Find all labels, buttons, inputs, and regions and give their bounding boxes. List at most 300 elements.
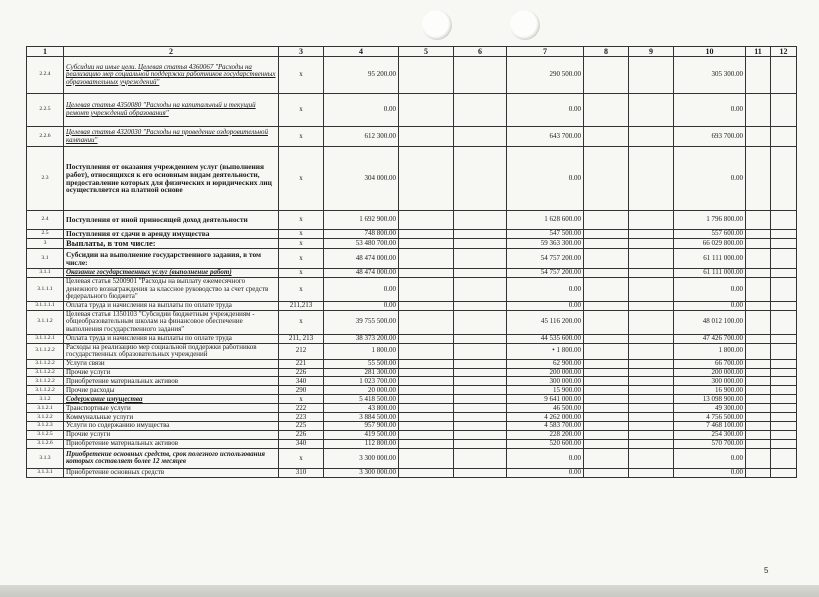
empty-cell <box>629 404 674 413</box>
empty-cell <box>771 359 797 368</box>
empty-cell <box>454 310 507 334</box>
empty-cell <box>629 413 674 422</box>
empty-cell <box>629 249 674 269</box>
empty-cell <box>399 211 454 230</box>
value-cell-col10: 49 300.00 <box>674 404 746 413</box>
row-description-cell: Поступления от оказания учреждением услуг (выполнения работ), относящихся к его основным видам деятельности, предоставление которых для физических и юридических лиц осуществляется на платной основе <box>64 147 279 211</box>
value-cell-col4: 3 884 500.00 <box>324 413 399 422</box>
table-row <box>27 334 797 343</box>
empty-cell <box>454 422 507 431</box>
empty-cell <box>771 368 797 377</box>
value-cell-col10: 570 700.00 <box>674 439 746 448</box>
value-cell-col4: 20 000.00 <box>324 386 399 395</box>
row-description-cell: Поступления от иной приносящей доход деятельности <box>64 211 279 230</box>
value-cell-col10: 557 600.00 <box>674 230 746 239</box>
value-cell-col4: 48 474 000.00 <box>324 249 399 269</box>
empty-cell <box>454 94 507 127</box>
empty-cell <box>771 413 797 422</box>
empty-cell <box>399 147 454 211</box>
value-cell-col7: 62 900.00 <box>507 359 584 368</box>
value-cell-col10: 300 000.00 <box>674 377 746 386</box>
row-kosgu-cell: 211,213 <box>279 301 324 310</box>
row-description-cell: Субсидии на выполнение государственного задания, в том числе: <box>64 249 279 269</box>
table-row <box>27 278 797 302</box>
empty-cell <box>584 448 629 468</box>
empty-cell <box>746 343 771 359</box>
table-row <box>27 439 797 448</box>
table-row <box>27 147 797 211</box>
empty-cell <box>771 57 797 94</box>
empty-cell <box>629 94 674 127</box>
empty-cell <box>771 386 797 395</box>
column-header: 5 <box>399 47 454 57</box>
value-cell-col4: 281 300.00 <box>324 368 399 377</box>
empty-cell <box>584 404 629 413</box>
row-code-cell: 2.2.6 <box>27 127 64 147</box>
empty-cell <box>771 430 797 439</box>
row-code-cell: 3.1.2.3 <box>27 422 64 431</box>
empty-cell <box>629 230 674 239</box>
empty-cell <box>584 94 629 127</box>
row-description-cell: Субсидии на иные цели. Целевая статья 4360067 "Расходы на реализацию мер социальной поддержки работников государственных образовательных учреждений" <box>64 57 279 94</box>
value-cell-col4: 0.00 <box>324 94 399 127</box>
value-cell-col4: 0.00 <box>324 278 399 302</box>
value-cell-col4: 612 300.00 <box>324 127 399 147</box>
column-header: 1 <box>27 47 64 57</box>
empty-cell <box>584 269 629 278</box>
table-row <box>27 413 797 422</box>
value-cell-col4: 5 418 500.00 <box>324 395 399 404</box>
table-row <box>27 343 797 359</box>
empty-cell <box>629 301 674 310</box>
empty-cell <box>584 430 629 439</box>
value-cell-col4: 112 800.00 <box>324 439 399 448</box>
empty-cell <box>629 430 674 439</box>
empty-cell <box>746 468 771 477</box>
row-code-cell: 3.1.1.1.1 <box>27 301 64 310</box>
empty-cell <box>629 422 674 431</box>
value-cell-col4: 3 300 000.00 <box>324 448 399 468</box>
empty-cell <box>771 422 797 431</box>
row-kosgu-cell: x <box>279 147 324 211</box>
empty-cell <box>771 448 797 468</box>
empty-cell <box>584 211 629 230</box>
empty-cell <box>584 278 629 302</box>
empty-cell <box>746 359 771 368</box>
row-kosgu-cell: x <box>279 249 324 269</box>
value-cell-col10: 0.00 <box>674 278 746 302</box>
empty-cell <box>746 147 771 211</box>
empty-cell <box>629 395 674 404</box>
value-cell-col10: 66 029 800.00 <box>674 239 746 249</box>
row-description-cell: Оказание государственных услуг (выполнение работ) <box>64 269 279 278</box>
row-description-cell: Оплата труда и начисления на выплаты по оплате труда <box>64 334 279 343</box>
empty-cell <box>746 230 771 239</box>
empty-cell <box>399 422 454 431</box>
empty-cell <box>399 230 454 239</box>
empty-cell <box>771 230 797 239</box>
table-row <box>27 249 797 269</box>
value-cell-col10: 0.00 <box>674 301 746 310</box>
empty-cell <box>584 343 629 359</box>
value-cell-col4: 1 692 900.00 <box>324 211 399 230</box>
empty-cell <box>454 239 507 249</box>
column-header: 10 <box>674 47 746 57</box>
row-kosgu-cell: x <box>279 127 324 147</box>
table-row <box>27 269 797 278</box>
table-row <box>27 395 797 404</box>
empty-cell <box>746 386 771 395</box>
column-header: 12 <box>771 47 797 57</box>
empty-cell <box>584 368 629 377</box>
column-header: 2 <box>64 47 279 57</box>
empty-cell <box>629 147 674 211</box>
row-kosgu-cell: 212 <box>279 343 324 359</box>
row-kosgu-cell: x <box>279 57 324 94</box>
row-description-cell: Коммунальные услуги <box>64 413 279 422</box>
row-description-cell: Прочие услуги <box>64 430 279 439</box>
empty-cell <box>629 343 674 359</box>
empty-cell <box>584 147 629 211</box>
empty-cell <box>399 448 454 468</box>
value-cell-col7: 46 500.00 <box>507 404 584 413</box>
empty-cell <box>584 422 629 431</box>
empty-cell <box>771 278 797 302</box>
value-cell-col7: 44 535 600.00 <box>507 334 584 343</box>
row-kosgu-cell: 340 <box>279 439 324 448</box>
empty-cell <box>629 269 674 278</box>
row-description-cell: Услуги по содержанию имущества <box>64 422 279 431</box>
row-description-cell: Прочие услуги <box>64 368 279 377</box>
row-code-cell: 3.1.2.6 <box>27 439 64 448</box>
empty-cell <box>629 468 674 477</box>
empty-cell <box>399 278 454 302</box>
empty-cell <box>399 94 454 127</box>
column-header: 4 <box>324 47 399 57</box>
value-cell-col4: 53 480 700.00 <box>324 239 399 249</box>
table-row <box>27 386 797 395</box>
value-cell-col4: 95 200.00 <box>324 57 399 94</box>
empty-cell <box>771 334 797 343</box>
value-cell-col7: 0.00 <box>507 278 584 302</box>
empty-cell <box>399 249 454 269</box>
empty-cell <box>454 127 507 147</box>
empty-cell <box>771 404 797 413</box>
value-cell-col4: 748 800.00 <box>324 230 399 239</box>
empty-cell <box>399 239 454 249</box>
empty-cell <box>584 239 629 249</box>
empty-cell <box>584 468 629 477</box>
table-row <box>27 448 797 468</box>
row-kosgu-cell: 222 <box>279 404 324 413</box>
value-cell-col10: 200 000.00 <box>674 368 746 377</box>
empty-cell <box>454 343 507 359</box>
value-cell-col7: 200 000.00 <box>507 368 584 377</box>
empty-cell <box>584 377 629 386</box>
row-code-cell: 3.1.1.2.2 <box>27 386 64 395</box>
value-cell-col4: 1 800.00 <box>324 343 399 359</box>
value-cell-col7: 4 262 000.00 <box>507 413 584 422</box>
empty-cell <box>454 57 507 94</box>
value-cell-col7: 45 116 200.00 <box>507 310 584 334</box>
row-description-cell: Приобретение материальных активов <box>64 439 279 448</box>
value-cell-col4: 1 023 700.00 <box>324 377 399 386</box>
empty-cell <box>399 395 454 404</box>
empty-cell <box>746 377 771 386</box>
empty-cell <box>454 147 507 211</box>
value-cell-col4: 55 500.00 <box>324 359 399 368</box>
value-cell-col7: 520 600.00 <box>507 439 584 448</box>
row-code-cell: 2.5 <box>27 230 64 239</box>
table-row <box>27 404 797 413</box>
empty-cell <box>584 310 629 334</box>
empty-cell <box>584 230 629 239</box>
column-header: 9 <box>629 47 674 57</box>
column-header: 3 <box>279 47 324 57</box>
row-kosgu-cell: x <box>279 278 324 302</box>
empty-cell <box>746 269 771 278</box>
row-description-cell: Оплата труда и начисления на выплаты по оплате труда <box>64 301 279 310</box>
empty-cell <box>746 422 771 431</box>
empty-cell <box>629 310 674 334</box>
row-kosgu-cell: 223 <box>279 413 324 422</box>
value-cell-col7: 9 641 000.00 <box>507 395 584 404</box>
empty-cell <box>746 301 771 310</box>
empty-cell <box>746 395 771 404</box>
empty-cell <box>771 439 797 448</box>
empty-cell <box>771 377 797 386</box>
empty-cell <box>629 359 674 368</box>
scan-edge <box>0 585 819 597</box>
empty-cell <box>454 359 507 368</box>
table-row <box>27 301 797 310</box>
row-kosgu-cell: 226 <box>279 430 324 439</box>
empty-cell <box>771 249 797 269</box>
row-code-cell: 2.2.4 <box>27 57 64 94</box>
row-code-cell: 3.1.2 <box>27 395 64 404</box>
empty-cell <box>454 448 507 468</box>
empty-cell <box>454 413 507 422</box>
value-cell-col10: 0.00 <box>674 468 746 477</box>
value-cell-col10: 0.00 <box>674 147 746 211</box>
empty-cell <box>399 334 454 343</box>
value-cell-col7: 54 757 200.00 <box>507 269 584 278</box>
row-description-cell: Транспортные услуги <box>64 404 279 413</box>
empty-cell <box>746 239 771 249</box>
column-header: 11 <box>746 47 771 57</box>
empty-cell <box>629 386 674 395</box>
row-description-cell: Содержание имущества <box>64 395 279 404</box>
value-cell-col7: 290 500.00 <box>507 57 584 94</box>
empty-cell <box>584 413 629 422</box>
value-cell-col10: 66 700.00 <box>674 359 746 368</box>
empty-cell <box>454 278 507 302</box>
value-cell-col10: 7 468 100.00 <box>674 422 746 431</box>
table-row <box>27 430 797 439</box>
column-header: 7 <box>507 47 584 57</box>
empty-cell <box>629 239 674 249</box>
row-description-cell: Услуги связи <box>64 359 279 368</box>
empty-cell <box>629 439 674 448</box>
row-code-cell: 3.1.1.2.2 <box>27 343 64 359</box>
empty-cell <box>399 430 454 439</box>
empty-cell <box>584 439 629 448</box>
row-code-cell: 3.1.1.2 <box>27 310 64 334</box>
value-cell-col10: 0.00 <box>674 448 746 468</box>
value-cell-col7: 15 900.00 <box>507 386 584 395</box>
empty-cell <box>454 386 507 395</box>
table-header-row <box>27 47 797 57</box>
row-kosgu-cell: x <box>279 395 324 404</box>
row-kosgu-cell: x <box>279 239 324 249</box>
table-row <box>27 211 797 230</box>
empty-cell <box>399 468 454 477</box>
row-code-cell: 3.1.1 <box>27 269 64 278</box>
value-cell-col10: 1 796 800.00 <box>674 211 746 230</box>
row-kosgu-cell: 340 <box>279 377 324 386</box>
value-cell-col4: 304 000.00 <box>324 147 399 211</box>
empty-cell <box>584 386 629 395</box>
table-row <box>27 57 797 94</box>
value-cell-col7: 1 628 600.00 <box>507 211 584 230</box>
empty-cell <box>771 127 797 147</box>
row-description-cell: Выплаты, в том числе: <box>64 239 279 249</box>
row-kosgu-cell: 225 <box>279 422 324 431</box>
empty-cell <box>584 301 629 310</box>
table-row <box>27 422 797 431</box>
value-cell-col10: 16 900.00 <box>674 386 746 395</box>
empty-cell <box>746 127 771 147</box>
table-row <box>27 359 797 368</box>
empty-cell <box>746 57 771 94</box>
table-row <box>27 310 797 334</box>
value-cell-col4: 39 755 500.00 <box>324 310 399 334</box>
empty-cell <box>746 249 771 269</box>
row-code-cell: 3.1.2.1 <box>27 404 64 413</box>
empty-cell <box>584 57 629 94</box>
empty-cell <box>399 404 454 413</box>
column-header: 8 <box>584 47 629 57</box>
value-cell-col10: 1 800.00 <box>674 343 746 359</box>
empty-cell <box>771 395 797 404</box>
value-cell-col4: 43 800.00 <box>324 404 399 413</box>
value-cell-col4: 3 300 000.00 <box>324 468 399 477</box>
empty-cell <box>746 368 771 377</box>
empty-cell <box>454 377 507 386</box>
empty-cell <box>746 439 771 448</box>
empty-cell <box>454 334 507 343</box>
empty-cell <box>746 413 771 422</box>
empty-cell <box>454 211 507 230</box>
value-cell-col7: 0.00 <box>507 448 584 468</box>
empty-cell <box>399 386 454 395</box>
empty-cell <box>454 404 507 413</box>
row-description-cell: Целевая статья 1350103 "Субсидии бюджетным учреждениям - общеобразовательным школам на финансовое обеспечение выполнения государственного задания" <box>64 310 279 334</box>
value-cell-col10: 61 111 000.00 <box>674 269 746 278</box>
empty-cell <box>746 404 771 413</box>
row-code-cell: 3.1.1.2.2 <box>27 368 64 377</box>
row-description-cell: Приобретение основных средств <box>64 468 279 477</box>
row-kosgu-cell: 226 <box>279 368 324 377</box>
value-cell-col10: 61 111 000.00 <box>674 249 746 269</box>
empty-cell <box>771 343 797 359</box>
empty-cell <box>454 301 507 310</box>
table-row <box>27 94 797 127</box>
empty-cell <box>629 211 674 230</box>
row-code-cell: 3.1.1.2.2 <box>27 359 64 368</box>
punch-hole <box>422 10 452 40</box>
value-cell-col7: 643 700.00 <box>507 127 584 147</box>
row-kosgu-cell: 310 <box>279 468 324 477</box>
empty-cell <box>629 377 674 386</box>
empty-cell <box>746 334 771 343</box>
row-description-cell: Целевая статья 5200901 "Расходы на выплату ежемесячного денежного вознаграждения за классное руководство за счет средств федерального бюджета" <box>64 278 279 302</box>
row-kosgu-cell: 211, 213 <box>279 334 324 343</box>
value-cell-col7: 0.00 <box>507 468 584 477</box>
value-cell-col10: 254 300.00 <box>674 430 746 439</box>
empty-cell <box>629 448 674 468</box>
row-kosgu-cell: 290 <box>279 386 324 395</box>
table-row <box>27 230 797 239</box>
empty-cell <box>629 127 674 147</box>
value-cell-col4: 48 474 000.00 <box>324 269 399 278</box>
punch-hole <box>510 10 540 40</box>
empty-cell <box>771 310 797 334</box>
row-kosgu-cell: x <box>279 230 324 239</box>
row-kosgu-cell: x <box>279 269 324 278</box>
empty-cell <box>629 278 674 302</box>
empty-cell <box>454 430 507 439</box>
row-description-cell: Расходы на реализацию мер социальной поддержки работников государственных образовательных учреждений <box>64 343 279 359</box>
empty-cell <box>399 310 454 334</box>
empty-cell <box>771 269 797 278</box>
value-cell-col7: 300 000.00 <box>507 377 584 386</box>
empty-cell <box>454 368 507 377</box>
row-code-cell: 3.1.3.1 <box>27 468 64 477</box>
value-cell-col7: 547 500.00 <box>507 230 584 239</box>
page-number: 5 <box>764 566 769 575</box>
empty-cell <box>746 430 771 439</box>
empty-cell <box>454 249 507 269</box>
row-code-cell: 2.4 <box>27 211 64 230</box>
empty-cell <box>399 57 454 94</box>
empty-cell <box>454 230 507 239</box>
value-cell-col7: 4 583 700.00 <box>507 422 584 431</box>
table-row <box>27 368 797 377</box>
empty-cell <box>454 468 507 477</box>
empty-cell <box>771 239 797 249</box>
value-cell-col4: 957 900.00 <box>324 422 399 431</box>
empty-cell <box>584 334 629 343</box>
table-row <box>27 377 797 386</box>
empty-cell <box>399 439 454 448</box>
row-code-cell: 3.1.1.2.2 <box>27 377 64 386</box>
empty-cell <box>771 301 797 310</box>
row-code-cell: 3.1.1.2.1 <box>27 334 64 343</box>
bleed-through-text <box>280 3 520 9</box>
empty-cell <box>629 57 674 94</box>
value-cell-col7: 0.00 <box>507 147 584 211</box>
row-kosgu-cell: x <box>279 211 324 230</box>
row-description-cell: Целевая статья 4320030 "Расходы на проведение оздоровительной кампании" <box>64 127 279 147</box>
empty-cell <box>746 278 771 302</box>
empty-cell <box>771 147 797 211</box>
empty-cell <box>584 359 629 368</box>
empty-cell <box>399 127 454 147</box>
row-kosgu-cell: x <box>279 94 324 127</box>
empty-cell <box>746 94 771 127</box>
empty-cell <box>399 343 454 359</box>
